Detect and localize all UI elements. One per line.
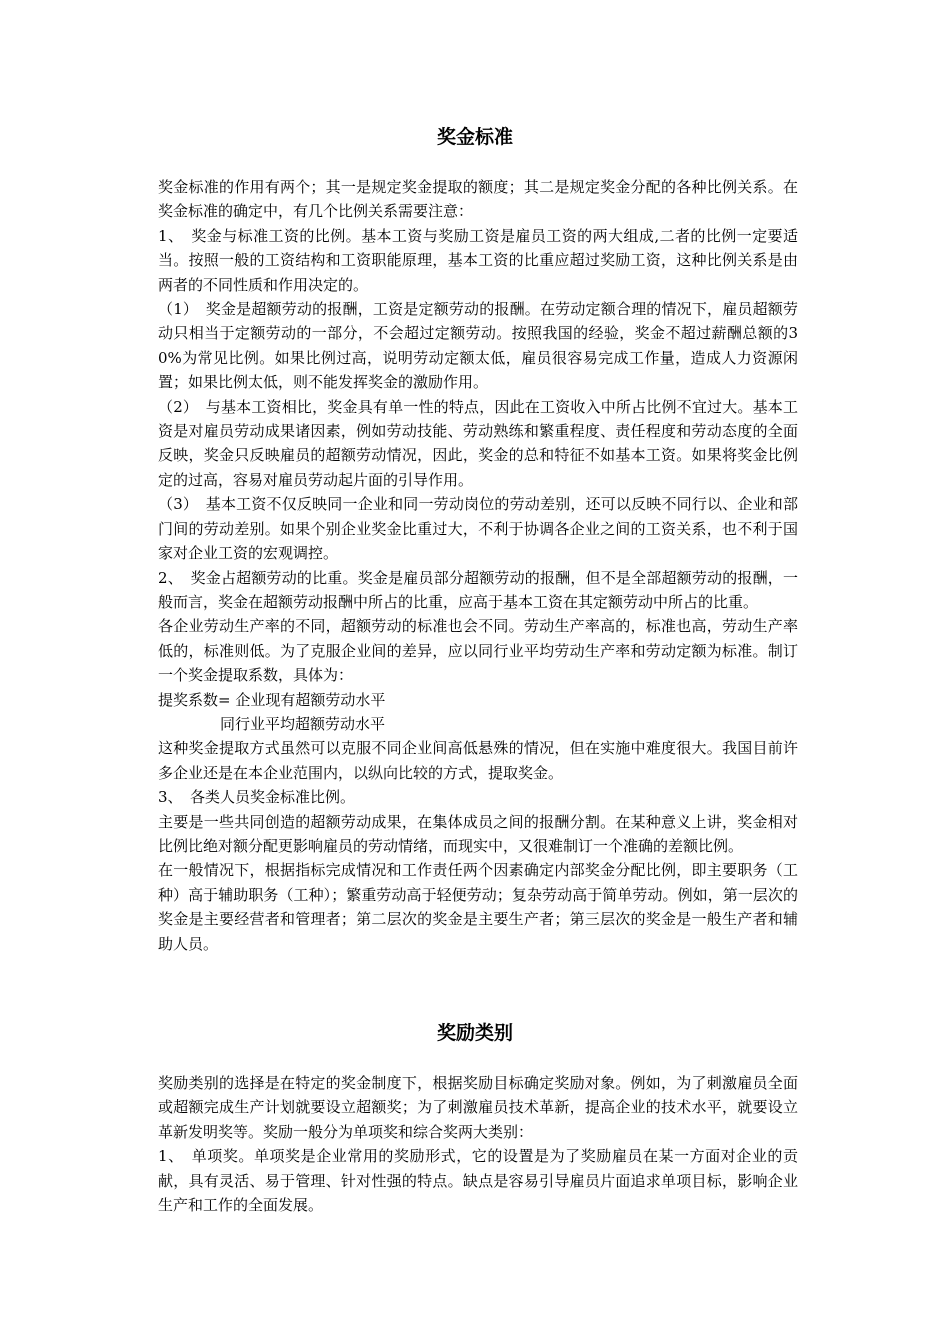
section-title-bonus-standard: 奖金标准 [436, 126, 513, 148]
section-bonus-standard [158, 175, 798, 956]
paragraph-subitem-1: （1） 奖金是超额劳动的报酬，工资是定额劳动的报酬。在劳动定额合理的情况下，雇员超额劳动只相当于定额劳动的一部分，不会超过定额劳动。按照我国的经验，奖金不超过薪酬总额的30%为常见比例。如果比例过高，说明劳动定额太低，雇员很容易完成工作量，造成人力资源闲置；如果比例太低，则不能发挥奖金的激励作用。 [158, 300, 798, 392]
paragraph-item-3: 3、 各类人员奖金标准比例。 [158, 788, 356, 807]
paragraph-extraction-method: 这种奖金提取方式虽然可以克服不同企业间高低悬殊的情况，但在实施中难度很大。我国目前许多企业还是在本企业范围内，以纵向比较的方式，提取奖金。 [158, 739, 798, 782]
paragraph-productivity: 各企业劳动生产率的不同，超额劳动的标准也会不同。劳动生产率高的，标准也高，劳动生产率低的，标准则低。为了克服企业间的差异，应以同行业平均劳动生产率和劳动定额为标准。制订一个奖金提取系数，具体为： [158, 617, 798, 685]
formula-numerator: 提奖系数= 企业现有超额劳动水平 [158, 690, 386, 709]
paragraph-distribution: 在一般情况下，根据指标完成情况和工作责任两个因素确定内部奖金分配比例，即主要职务（工种）高于辅助职务（工种）；繁重劳动高于轻便劳动；复杂劳动高于简单劳动。例如，第一层次的奖金是主要经营者和管理者；第二层次的奖金是主要生产者；第三层次的奖金是一般生产者和辅助人员。 [158, 861, 798, 953]
paragraph-item-1: 1、 奖金与标准工资的比例。基本工资与奖励工资是雇员工资的两大组成,二者的比例一定要适当。按照一般的工资结构和工资职能原理，基本工资的比重应超过奖励工资，这种比例关系是由两者的不同性质和作用决定的。 [158, 226, 798, 294]
section-title-reward-category: 奖励类别 [436, 1022, 513, 1044]
formula-denominator: 同行业平均超额劳动水平 [220, 714, 386, 733]
paragraph-collective: 主要是一些共同创造的超额劳动成果，在集体成员之间的报酬分割。在某种意义上讲，奖金相对比例比绝对额分配更影响雇员的劳动情绪，而现实中，又很难制订一个准确的差额比例。 [158, 812, 798, 855]
paragraph-intro: 奖金标准的作用有两个；其一是规定奖金提取的额度；其二是规定奖金分配的各种比例关系。在奖金标准的确定中，有几个比例关系需要注意： [158, 178, 798, 221]
section-reward-category [158, 1071, 798, 1217]
paragraph-subitem-3: （3） 基本工资不仅反映同一企业和同一劳动岗位的劳动差别，还可以反映不同行以、企业和部门间的劳动差别。如果个别企业奖金比重过大，不利于协调各企业之间的工资关系，也不利于国家对企业工资的宏观调控。 [158, 495, 798, 563]
paragraph-item-2: 2、 奖金占超额劳动的比重。奖金是雇员部分超额劳动的报酬，但不是全部超额劳动的报酬，一般而言，奖金在超额劳动报酬中所占的比重，应高于基本工资在其定额劳动中所占的比重。 [158, 568, 798, 611]
paragraph-single-award: 1、 单项奖。单项奖是企业常用的奖励形式，它的设置是为了奖励雇员在某一方面对企业的贡献，具有灵活、易于管理、针对性强的特点。缺点是容易引导雇员片面追求单项目标，影响企业生产和工作的全面发展。 [158, 1147, 798, 1215]
paragraph-subitem-2: （2） 与基本工资相比，奖金具有单一性的特点，因此在工资收入中所占比例不宜过大。基本工资是对雇员劳动成果诸因素，例如劳动技能、劳动熟练和繁重程度、责任程度和劳动态度的全面反映，奖金只反映雇员的超额劳动情况，因此，奖金的总和特征不如基本工资。如果将奖金比例定的过高，容易对雇员劳动起片面的引导作用。 [158, 397, 798, 489]
paragraph-reward-intro: 奖励类别的选择是在特定的奖金制度下，根据奖励目标确定奖励对象。例如，为了刺激雇员全面或超额完成生产计划就要设立超额奖；为了刺激雇员技术革新，提高企业的技术水平，就要设立革新发明奖等。奖励一般分为单项奖和综合奖两大类别： [158, 1074, 798, 1141]
